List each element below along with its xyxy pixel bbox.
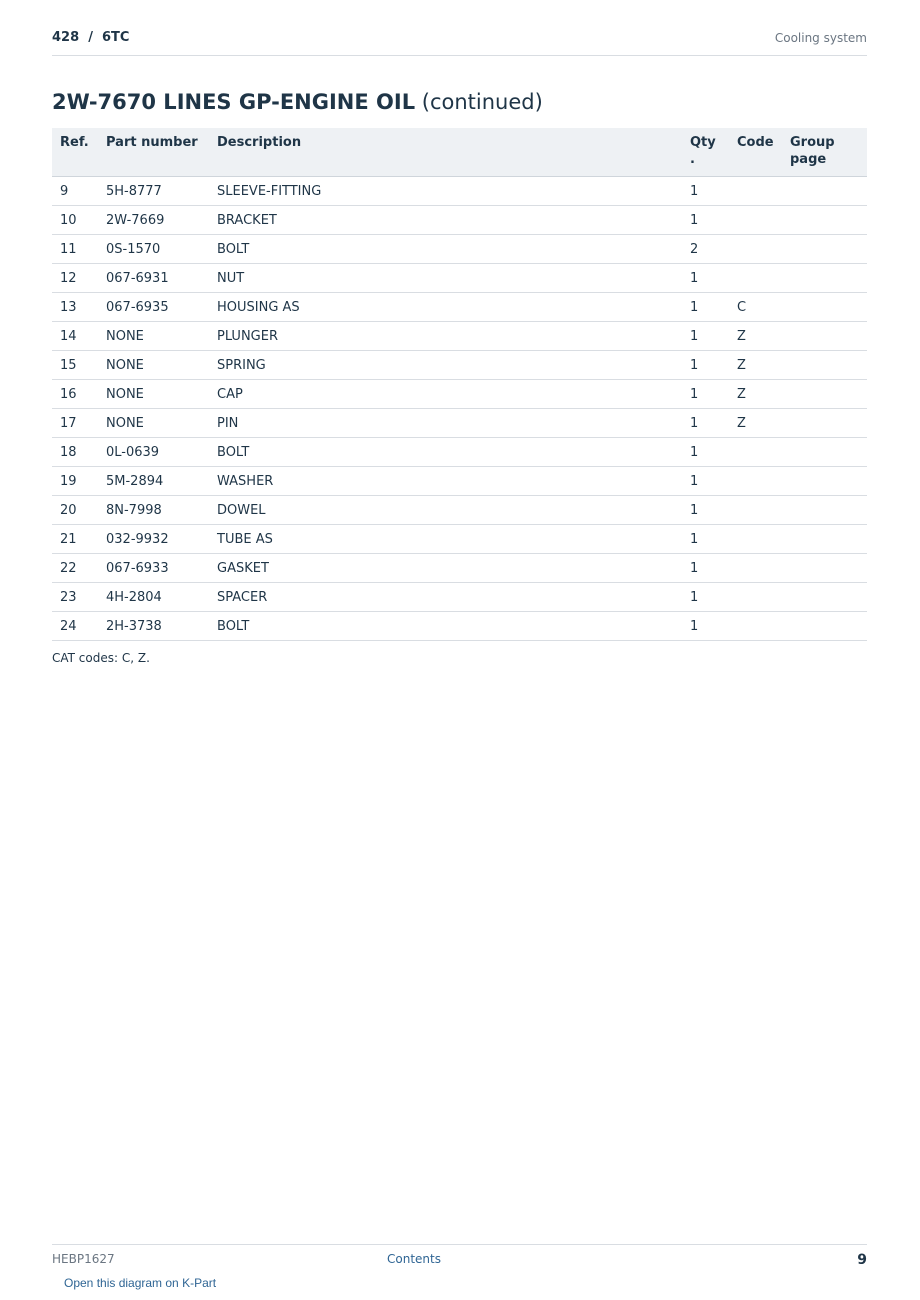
cell-code [729,177,782,206]
table-row [52,235,867,264]
cell-ref: 17 [52,409,98,438]
table-row [52,554,867,583]
title-suffix: (continued) [415,90,543,114]
cell-qty: 1 [682,612,729,641]
cell-ref: 18 [52,438,98,467]
cell-code [729,467,782,496]
cell-group-page [782,351,867,380]
cell-ref: 13 [52,293,98,322]
table-row [52,351,867,380]
col-header-code: Code [729,128,782,177]
cat-codes-note: CAT codes: C, Z. [52,651,150,665]
cell-description: BOLT [209,235,682,264]
cell-qty: 2 [682,235,729,264]
cell-part-number: NONE [98,322,209,351]
cell-group-page [782,177,867,206]
cell-qty: 1 [682,351,729,380]
cell-part-number: 032-9932 [98,525,209,554]
table-row [52,322,867,351]
footer-divider [52,1244,867,1245]
cell-group-page [782,206,867,235]
table-header-row [52,128,867,177]
col-header-group-page: Group page [782,128,867,177]
table-row [52,409,867,438]
page-title [52,90,543,114]
cell-description: PIN [209,409,682,438]
cell-code: Z [729,409,782,438]
cell-part-number: 067-6931 [98,264,209,293]
cell-part-number: 0L-0639 [98,438,209,467]
cell-ref: 14 [52,322,98,351]
cell-description: BOLT [209,612,682,641]
cell-group-page [782,554,867,583]
open-diagram-link[interactable]: Open this diagram on K-Part [64,1276,217,1290]
cell-qty: 1 [682,206,729,235]
cell-qty: 1 [682,525,729,554]
cell-qty: 1 [682,380,729,409]
table-row [52,293,867,322]
cell-ref: 19 [52,467,98,496]
table-row [52,496,867,525]
cell-description: TUBE AS [209,525,682,554]
cell-description: SPACER [209,583,682,612]
cell-part-number: 2H-3738 [98,612,209,641]
col-header-ref: Ref. [52,128,98,177]
table-row [52,380,867,409]
section-title: Cooling system [774,31,867,45]
cell-qty: 1 [682,467,729,496]
cell-qty: 1 [682,496,729,525]
cell-ref: 11 [52,235,98,264]
cell-description: PLUNGER [209,322,682,351]
cell-part-number: 0S-1570 [98,235,209,264]
cell-ref: 10 [52,206,98,235]
cell-code: Z [729,351,782,380]
table-row [52,612,867,641]
cell-code [729,496,782,525]
cell-part-number: 067-6935 [98,293,209,322]
cell-group-page [782,264,867,293]
page-header [52,28,867,56]
cell-description: SPRING [209,351,682,380]
page-number: 9 [857,1252,867,1268]
cell-qty: 1 [682,293,729,322]
doc-id: HEBP1627 [52,1252,115,1266]
cell-group-page [782,409,867,438]
cell-qty: 1 [682,583,729,612]
cell-part-number: NONE [98,409,209,438]
table-row [52,467,867,496]
cell-group-page [782,467,867,496]
cell-description: WASHER [209,467,682,496]
col-header-qty: Qty . [682,128,729,177]
cell-qty: 1 [682,409,729,438]
cell-qty: 1 [682,322,729,351]
cell-ref: 23 [52,583,98,612]
cell-ref: 21 [52,525,98,554]
cell-code: Z [729,322,782,351]
cell-part-number: NONE [98,351,209,380]
cell-description: GASKET [209,554,682,583]
cell-code [729,525,782,554]
cell-group-page [782,380,867,409]
cell-part-number: 067-6933 [98,554,209,583]
cell-part-number: NONE [98,380,209,409]
table-body [52,177,867,641]
cell-code [729,612,782,641]
cell-group-page [782,496,867,525]
cell-description: HOUSING AS [209,293,682,322]
cell-code [729,583,782,612]
table-row [52,583,867,612]
cell-description: SLEEVE-FITTING [209,177,682,206]
cell-ref: 20 [52,496,98,525]
cell-part-number: 5M-2894 [98,467,209,496]
cell-group-page [782,583,867,612]
table-row [52,438,867,467]
cell-ref: 24 [52,612,98,641]
cell-group-page [782,438,867,467]
cell-qty: 1 [682,438,729,467]
col-header-part-number: Part number [98,128,209,177]
cell-group-page [782,322,867,351]
cell-qty: 1 [682,264,729,293]
contents-link[interactable]: Contents [387,1252,441,1266]
cell-part-number: 2W-7669 [98,206,209,235]
cell-group-page [782,235,867,264]
cell-description: DOWEL [209,496,682,525]
cell-code [729,554,782,583]
cell-code [729,264,782,293]
cell-description: NUT [209,264,682,293]
cell-description: CAP [209,380,682,409]
cell-ref: 22 [52,554,98,583]
cell-code: Z [729,380,782,409]
page-ref: 428 / 6TC [52,30,130,45]
title-main: 2W-7670 LINES GP-ENGINE OIL [52,90,416,114]
cell-part-number: 4H-2804 [98,583,209,612]
cell-code: C [729,293,782,322]
table-row [52,525,867,554]
parts-table [52,128,867,641]
cell-ref: 12 [52,264,98,293]
table-row [52,264,867,293]
cell-qty: 1 [682,177,729,206]
cell-ref: 15 [52,351,98,380]
cell-group-page [782,293,867,322]
cell-part-number: 5H-8777 [98,177,209,206]
cell-ref: 16 [52,380,98,409]
table-row [52,206,867,235]
cell-group-page [782,525,867,554]
col-header-description: Description [209,128,682,177]
cell-group-page [782,612,867,641]
cell-code [729,235,782,264]
cell-code [729,206,782,235]
cell-description: BOLT [209,438,682,467]
table-row [52,177,867,206]
cell-part-number: 8N-7998 [98,496,209,525]
cell-code [729,438,782,467]
cell-qty: 1 [682,554,729,583]
cell-description: BRACKET [209,206,682,235]
cell-ref: 9 [52,177,98,206]
